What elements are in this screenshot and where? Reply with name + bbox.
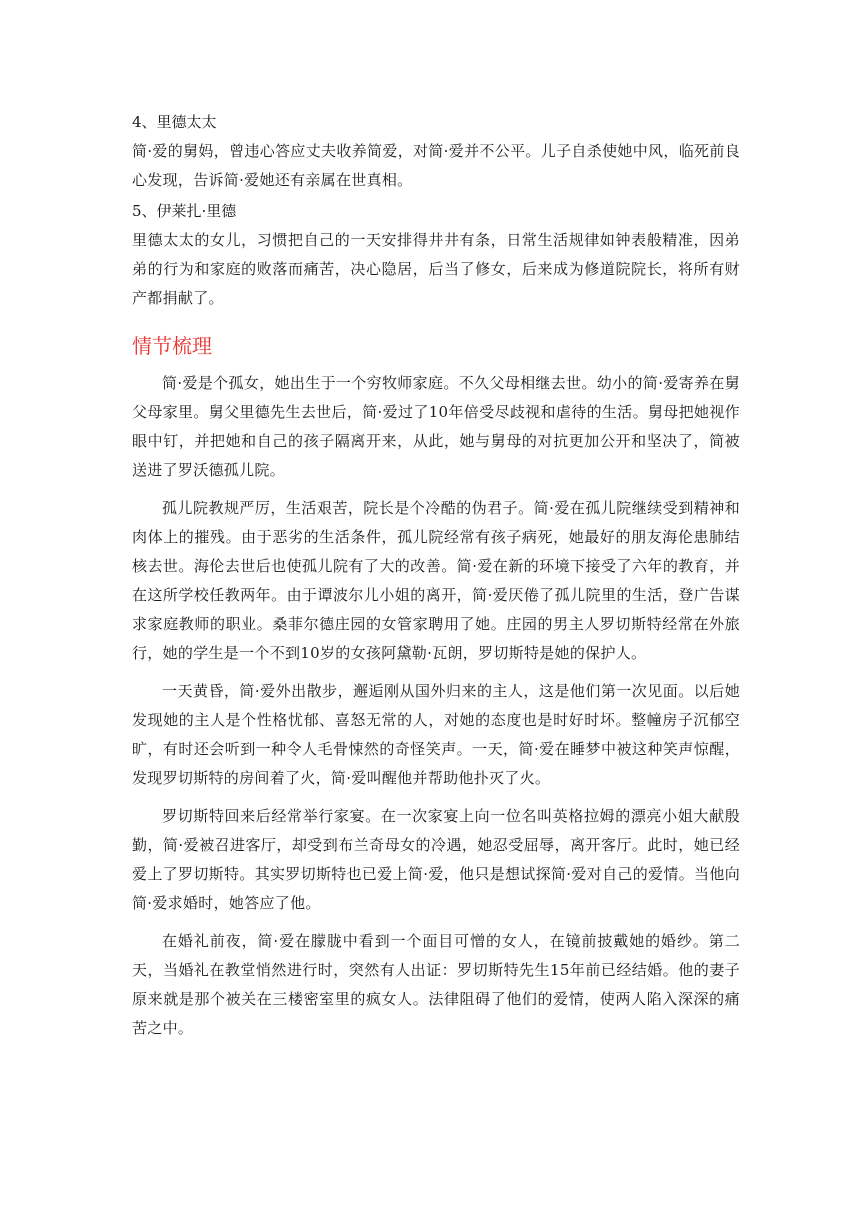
section-title-plot: 情节梳理 [132, 334, 212, 358]
plot-paragraph-5: 在婚礼前夜，简·爱在朦胧中看到一个面目可憎的女人，在镜前披戴她的婚纱。第二天，当婚礼在教堂悄然进行时，突然有人出证：罗切斯特先生15年前已经结婚。他的妻子原来就是那个被关在三楼密室里的疯女人。法律阻碍了他们的爱情，使两人陷入深深的痛苦之中。 [132, 932, 740, 1037]
document-page [132, 108, 740, 1052]
plot-paragraph-2: 孤儿院教规严厉，生活艰苦，院长是个冷酷的伪君子。简·爱在孤儿院继续受到精神和肉体上的摧残。由于恶劣的生活条件，孤儿院经常有孩子病死，她最好的朋友海伦患肺结核去世。海伦去世后也使孤儿院有了大的改善。简·爱在新的环境下接受了六年的教育，并在这所学校任教两年。由于谭波尔儿小姐的离开，简·爱厌倦了孤儿院里的生活，登广告谋求家庭教师的职业。桑菲尔德庄园的女管家聘用了她。庄园的男主人罗切斯特经常在外旅行，她的学生是一个不到10岁的女孩阿黛勒·瓦朗，罗切斯特是她的保护人。 [132, 499, 740, 662]
character-description-5: 里德太太的女儿，习惯把自己的一天安排得井井有条，日常生活规律如钟表般精准，因弟弟的行为和家庭的败落而痛苦，决心隐居，后当了修女，后来成为修道院院长，将所有财产都捐献了。 [132, 231, 740, 307]
plot-paragraph-4: 罗切斯特回来后经常举行家宴。在一次家宴上向一位名叫英格拉姆的漂亮小姐大献殷勤，简·爱被召进客厅，却受到布兰奇母女的冷遇，她忍受屈辱，离开客厅。此时，她已经爱上了罗切斯特。其实罗切斯特也已爱上简·爱，他只是想试探简·爱对自己的爱情。当他向简·爱求婚时，她答应了他。 [132, 807, 740, 912]
plot-paragraph-3: 一天黄昏，简·爱外出散步，邂逅刚从国外归来的主人，这是他们第一次见面。以后她发现她的主人是个性格忧郁、喜怒无常的人，对她的态度也是时好时坏。整幢房子沉郁空旷，有时还会听到一种令人毛骨悚然的奇怪笑声。一天，简·爱在睡梦中被这种笑声惊醒，发现罗切斯特的房间着了火，简·爱叫醒他并帮助他扑灭了火。 [132, 682, 740, 787]
character-heading-4: 4、里德太太 [132, 113, 217, 131]
character-description-4: 简·爱的舅妈，曾违心答应丈夫收养简爱，对简·爱并不公平。儿子自杀使她中风，临死前良心发现，告诉简·爱她还有亲属在世真相。 [132, 142, 740, 189]
character-heading-5: 5、伊莱扎·里德 [132, 202, 237, 220]
plot-paragraph-1: 简·爱是个孤女，她出生于一个穷牧师家庭。不久父母相继去世。幼小的简·爱寄养在舅父母家里。舅父里德先生去世后，简·爱过了10年倍受尽歧视和虐待的生活。舅母把她视作眼中钉，并把她和自己的孩子隔离开来，从此，她与舅母的对抗更加公开和坚决了，简被送进了罗沃德孤儿院。 [132, 374, 740, 479]
